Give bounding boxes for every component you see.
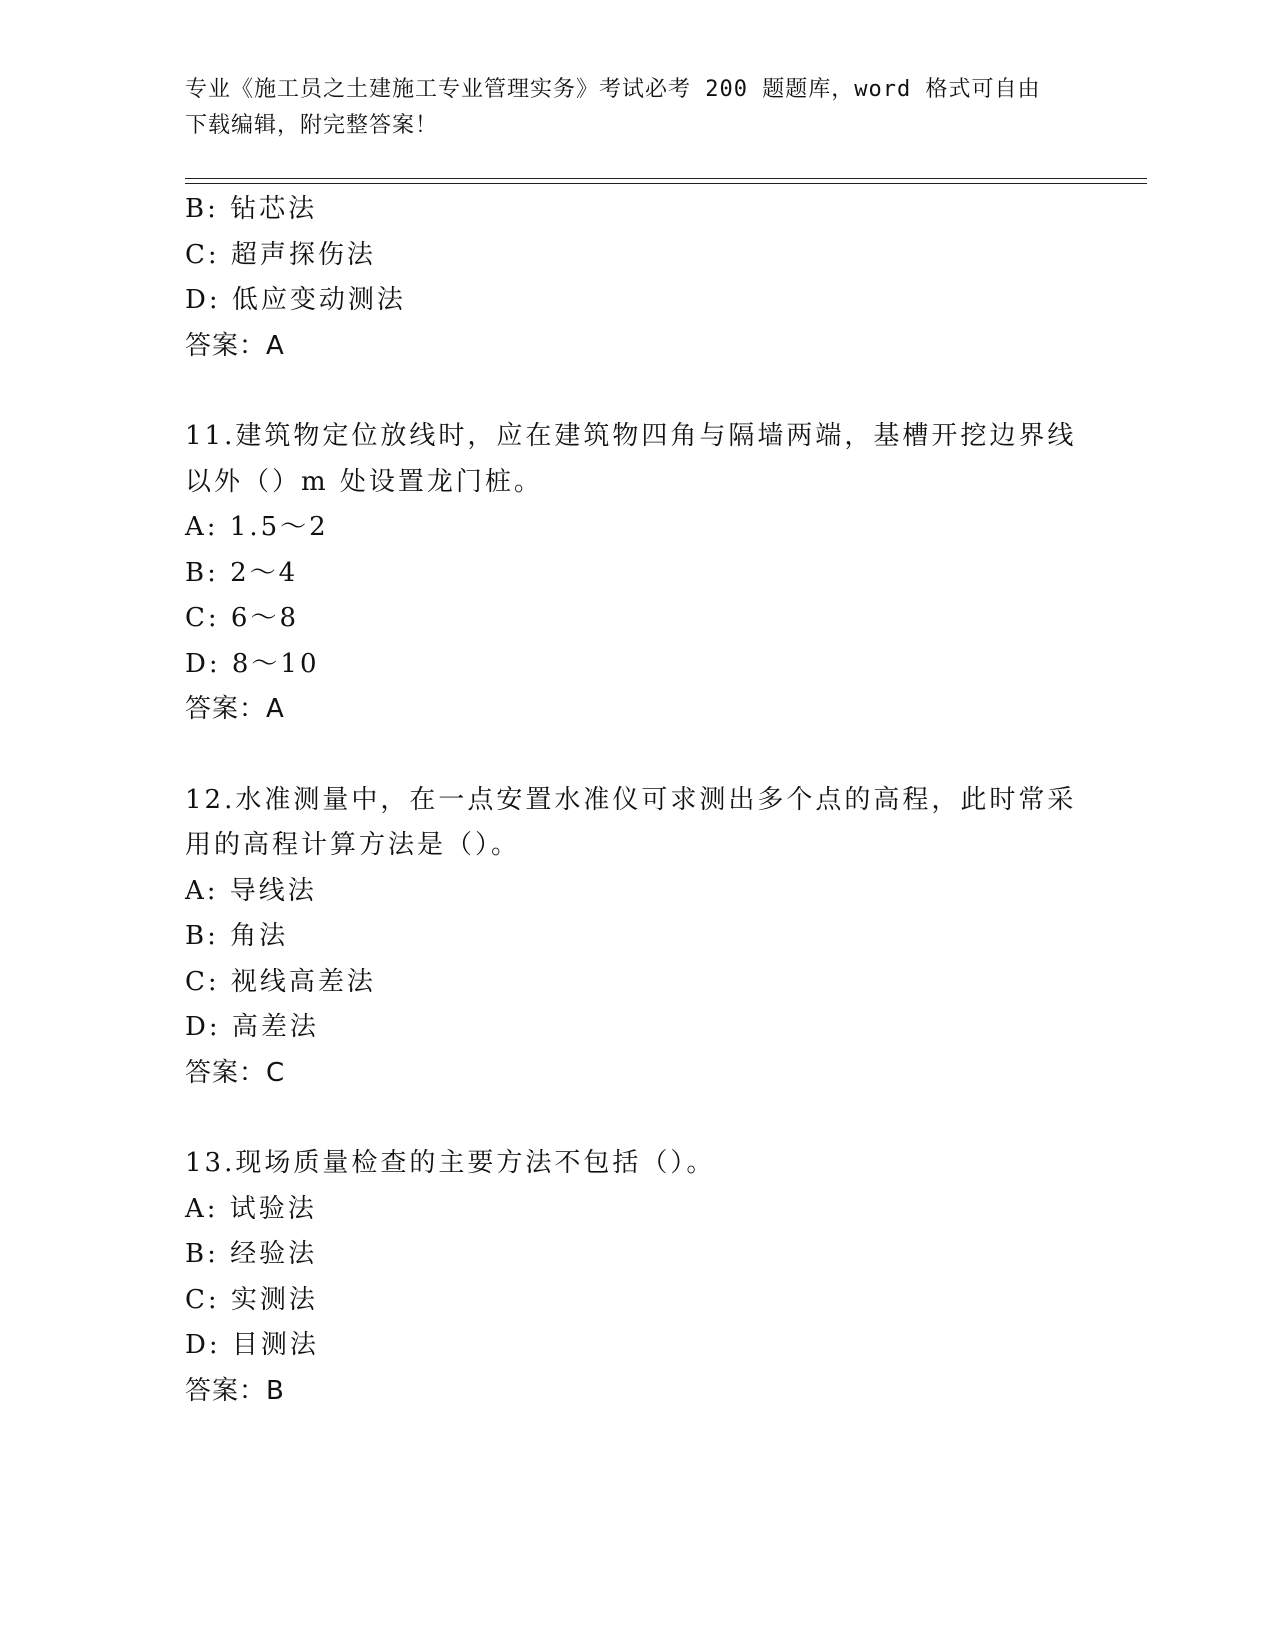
option-d: D: 8～10 [185,648,320,679]
question-13 [185,1141,1085,1414]
document-header [185,72,1085,144]
question-12 [185,778,1085,1097]
question-stem: 用的高程计算方法是（）。 [185,830,521,860]
question-stem: 11.建筑物定位放线时，应在建筑物四角与隔墙两端，基槽开挖边界线 [185,421,1077,451]
answer: 答案：B [185,1375,285,1406]
option-c: C: 实测法 [185,1284,318,1315]
option-a: A: 导线法 [185,875,317,906]
answer: 答案：A [185,330,285,361]
option-c: C: 超声探伤法 [185,239,376,270]
answer: 答案：A [185,694,285,724]
header-line-2: 下载编辑，附完整答案！ [185,113,439,138]
question-stem: 12.水准测量中，在一点安置水准仪可求测出多个点的高程，此时常采 [185,784,1077,815]
option-b: B: 经验法 [185,1239,318,1269]
header-divider [185,178,1147,179]
option-a: A: 试验法 [185,1193,317,1224]
option-c: C: 6～8 [185,603,300,633]
option-b: B: 钻芯法 [185,194,318,224]
question-11 [185,414,1085,733]
header-divider-2 [185,183,1147,184]
option-b: B: 角法 [185,921,289,951]
answer: 答案：C [185,1057,286,1088]
option-d: D: 目测法 [185,1330,319,1360]
previous-question-tail [185,187,1085,369]
question-stem: 以外（）m 处设置龙门桩。 [185,466,543,497]
option-b: B: 2～4 [185,557,299,588]
question-list [185,187,1085,1414]
option-a: A: 1.5～2 [185,512,329,542]
header-line-1: 专业《施工员之土建施工专业管理实务》考试必考 200 题题库，word 格式可自由 [185,77,1041,102]
question-stem: 13.现场质量检查的主要方法不包括（）。 [185,1148,716,1178]
option-d: D: 高差法 [185,1012,319,1042]
option-d: D: 低应变动测法 [185,285,406,315]
option-c: C: 视线高差法 [185,966,376,997]
